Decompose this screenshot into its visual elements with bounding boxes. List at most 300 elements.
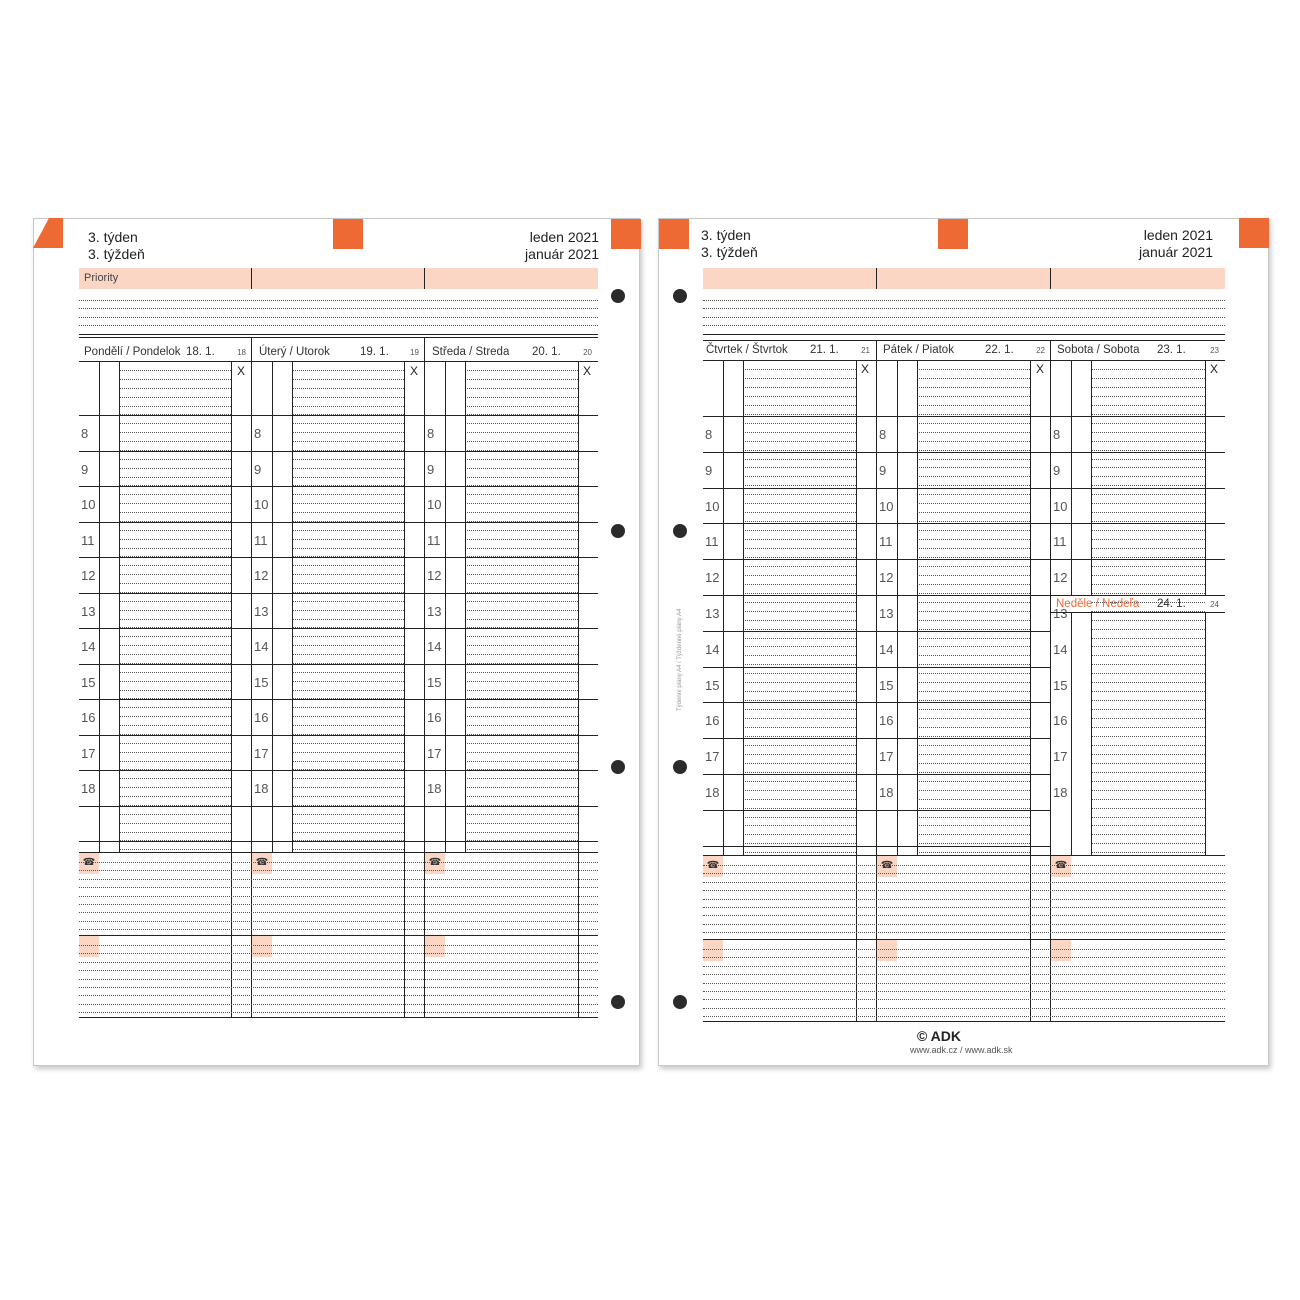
grid-rule — [79, 1017, 598, 1018]
grid-rule — [703, 488, 876, 489]
writing-line — [79, 879, 598, 880]
writing-line — [119, 707, 231, 708]
grid-rule — [703, 360, 1225, 361]
phone-icon: ☎ — [706, 860, 720, 871]
day-number: 23 — [1210, 346, 1219, 355]
writing-line — [465, 796, 578, 797]
column-rule — [445, 361, 446, 852]
writing-line — [292, 485, 404, 486]
writing-line — [292, 645, 404, 646]
writing-line — [743, 646, 856, 647]
grid-rule — [703, 523, 876, 524]
hour-label: 16 — [81, 710, 96, 725]
writing-line — [119, 716, 231, 717]
column-rule — [465, 361, 466, 852]
grid-rule — [877, 667, 1050, 668]
writing-line — [703, 300, 1225, 301]
writing-line — [465, 432, 578, 433]
writing-line — [465, 832, 578, 833]
writing-line — [1091, 736, 1205, 737]
hour-label: 12 — [254, 568, 269, 583]
writing-line — [743, 709, 856, 710]
phone-icon: ☎ — [428, 857, 442, 868]
writing-line — [292, 601, 404, 602]
hour-label: 16 — [427, 710, 442, 725]
column-rule — [1205, 360, 1206, 595]
hour-label: 9 — [427, 461, 435, 477]
done-mark: X — [236, 364, 245, 378]
writing-line — [292, 823, 404, 824]
writing-line — [1091, 521, 1205, 522]
grid-rule — [877, 738, 1050, 739]
writing-line — [703, 999, 1225, 1000]
writing-line — [119, 849, 231, 850]
writing-line — [292, 539, 404, 540]
writing-line — [1091, 852, 1205, 853]
writing-line — [917, 566, 1030, 567]
hour-label: 9 — [705, 462, 713, 478]
column-rule — [578, 361, 579, 1017]
writing-line — [465, 823, 578, 824]
writing-line — [119, 601, 231, 602]
writing-line — [1091, 799, 1205, 800]
writing-line — [292, 397, 404, 398]
writing-line — [119, 539, 231, 540]
writing-line — [465, 707, 578, 708]
day-date: 23. 1. — [1157, 344, 1186, 356]
writing-line — [465, 556, 578, 557]
grid-rule — [877, 452, 1050, 453]
color-tab — [659, 219, 689, 249]
grid-rule — [703, 702, 876, 703]
writing-line — [743, 682, 856, 683]
writing-line — [703, 1016, 1225, 1017]
grid-rule — [1051, 612, 1225, 613]
done-mark: X — [1035, 362, 1044, 376]
day-number: 21 — [861, 346, 870, 355]
hour-label: 14 — [1053, 641, 1068, 657]
hour-label: 16 — [705, 713, 720, 729]
left-planner-page — [33, 218, 640, 1066]
column-rule — [424, 268, 425, 289]
writing-line — [917, 369, 1030, 370]
writing-line — [743, 378, 856, 379]
grid-rule — [877, 595, 1050, 596]
writing-line — [917, 521, 1030, 522]
writing-line — [1091, 682, 1205, 683]
writing-line — [119, 423, 231, 424]
writing-line — [743, 745, 856, 746]
hour-label: 8 — [705, 427, 713, 442]
phone-icon: ☎ — [82, 857, 96, 868]
hour-label: 10 — [81, 497, 96, 512]
day-name: Pátek / Piatok — [883, 344, 954, 356]
grid-rule — [79, 361, 598, 362]
grid-rule — [1051, 559, 1225, 560]
hour-label: 17 — [1053, 749, 1068, 765]
writing-line — [465, 379, 578, 380]
writing-line — [743, 620, 856, 621]
writing-line — [743, 423, 856, 424]
hour-label: 18 — [705, 785, 720, 800]
hour-label: 8 — [1053, 427, 1061, 442]
grid-rule — [703, 340, 1225, 341]
binder-hole — [611, 524, 625, 538]
writing-line — [743, 467, 856, 468]
writing-line — [917, 718, 1030, 719]
writing-line — [465, 814, 578, 815]
writing-line — [1091, 808, 1205, 809]
writing-line — [703, 325, 1225, 326]
writing-line — [917, 682, 1030, 683]
writing-line — [917, 736, 1030, 737]
writing-line — [1091, 593, 1205, 594]
hour-label: 15 — [879, 677, 894, 693]
writing-line — [292, 574, 404, 575]
hour-label: 11 — [705, 534, 719, 550]
grid-rule — [1051, 523, 1225, 524]
writing-line — [1091, 790, 1205, 791]
writing-line — [292, 716, 404, 717]
hour-label: 12 — [427, 568, 442, 583]
writing-line — [119, 814, 231, 815]
writing-line — [743, 396, 856, 397]
hour-label: 18 — [254, 781, 269, 796]
writing-line — [465, 530, 578, 531]
writing-line — [79, 1012, 598, 1013]
writing-line — [703, 890, 1225, 891]
writing-line — [917, 387, 1030, 388]
writing-line — [292, 530, 404, 531]
writing-line — [292, 663, 404, 664]
product-side-text: Týdenní plány A4 / Týždenné plány A4 — [677, 608, 683, 711]
hour-label: 16 — [879, 713, 894, 729]
writing-line — [917, 620, 1030, 621]
hour-label: 14 — [254, 639, 269, 654]
grid-rule — [79, 337, 598, 338]
grid-rule — [703, 595, 876, 596]
writing-line — [292, 627, 404, 628]
writing-line — [119, 725, 231, 726]
writing-line — [292, 654, 404, 655]
writing-line — [465, 388, 578, 389]
writing-line — [743, 521, 856, 522]
grid-rule — [877, 559, 1050, 560]
writing-line — [292, 778, 404, 779]
binder-hole — [673, 524, 687, 538]
writing-line — [79, 912, 598, 913]
day-number: 18 — [237, 348, 246, 357]
writing-line — [79, 995, 598, 996]
writing-line — [465, 725, 578, 726]
grid-rule — [703, 416, 876, 417]
writing-line — [743, 825, 856, 826]
grid-rule — [703, 1021, 1225, 1022]
writing-line — [292, 556, 404, 557]
hour-label: 15 — [427, 674, 442, 690]
writing-line — [119, 406, 231, 407]
writing-line — [79, 929, 598, 930]
writing-line — [917, 593, 1030, 594]
writing-line — [119, 832, 231, 833]
writing-line — [917, 476, 1030, 477]
writing-line — [292, 468, 404, 469]
writing-line — [465, 761, 578, 762]
writing-line — [743, 369, 856, 370]
writing-line — [1091, 405, 1205, 406]
writing-line — [743, 566, 856, 567]
writing-line — [465, 397, 578, 398]
hour-label: 12 — [1053, 570, 1068, 586]
writing-line — [743, 843, 856, 844]
writing-line — [1091, 459, 1205, 460]
writing-line — [1091, 539, 1205, 540]
writing-line — [1091, 396, 1205, 397]
writing-line — [292, 761, 404, 762]
writing-line — [292, 698, 404, 699]
writing-line — [703, 873, 1225, 874]
grid-rule — [877, 416, 1050, 417]
writing-line — [119, 432, 231, 433]
writing-line — [465, 450, 578, 451]
writing-line — [292, 743, 404, 744]
writing-line — [917, 485, 1030, 486]
writing-line — [1091, 530, 1205, 531]
writing-line — [465, 610, 578, 611]
writing-line — [917, 584, 1030, 585]
writing-line — [703, 907, 1225, 908]
color-tab — [333, 219, 363, 249]
writing-line — [465, 468, 578, 469]
writing-line — [703, 308, 1225, 309]
writing-line — [703, 949, 1225, 950]
writing-line — [465, 406, 578, 407]
writing-line — [743, 459, 856, 460]
writing-line — [119, 663, 231, 664]
writing-line — [119, 379, 231, 380]
writing-line — [465, 663, 578, 664]
writing-line — [917, 754, 1030, 755]
grid-rule — [79, 935, 598, 936]
hour-label: 11 — [1053, 534, 1067, 550]
writing-line — [465, 414, 578, 415]
grid-rule — [877, 631, 1050, 632]
corner-tab-decoration — [33, 218, 63, 248]
hour-label: 14 — [81, 639, 96, 654]
done-mark: X — [1209, 362, 1218, 376]
week-title-cz: 3. týden — [88, 229, 138, 245]
column-rule — [231, 361, 232, 1017]
day-number: 22 — [1036, 346, 1045, 355]
grid-rule — [703, 334, 1225, 335]
writing-line — [743, 727, 856, 728]
hour-label: 13 — [81, 603, 96, 619]
hour-label: 8 — [254, 426, 262, 441]
day-date: 18. 1. — [186, 346, 215, 358]
writing-line — [917, 414, 1030, 415]
writing-line — [743, 611, 856, 612]
writing-line — [465, 601, 578, 602]
column-rule — [1071, 612, 1072, 855]
hour-label: 14 — [705, 641, 720, 657]
color-tab — [938, 219, 968, 249]
writing-line — [465, 690, 578, 691]
column-rule — [251, 268, 252, 289]
writing-line — [119, 698, 231, 699]
writing-line — [703, 899, 1225, 900]
writing-line — [917, 709, 1030, 710]
writing-line — [465, 698, 578, 699]
writing-line — [1091, 378, 1205, 379]
grid-rule — [1051, 452, 1225, 453]
writing-line — [703, 1008, 1225, 1009]
writing-line — [79, 979, 598, 980]
writing-line — [465, 672, 578, 673]
writing-line — [465, 539, 578, 540]
column-rule — [917, 360, 918, 855]
writing-line — [703, 882, 1225, 883]
writing-line — [465, 441, 578, 442]
writing-line — [1091, 817, 1205, 818]
writing-line — [119, 441, 231, 442]
column-rule — [424, 337, 425, 1017]
writing-line — [917, 825, 1030, 826]
writing-line — [743, 405, 856, 406]
writing-line — [119, 521, 231, 522]
writing-line — [917, 378, 1030, 379]
writing-line — [79, 953, 598, 954]
writing-line — [917, 655, 1030, 656]
writing-line — [743, 512, 856, 513]
writing-line — [465, 565, 578, 566]
grid-rule — [703, 939, 1225, 940]
writing-line — [1091, 700, 1205, 701]
grid-rule — [703, 631, 876, 632]
writing-line — [743, 834, 856, 835]
writing-line — [917, 557, 1030, 558]
writing-line — [1091, 432, 1205, 433]
hour-label: 12 — [81, 568, 96, 583]
writing-line — [119, 397, 231, 398]
grid-rule — [877, 846, 1050, 847]
hour-label: 11 — [427, 532, 441, 548]
writing-line — [743, 530, 856, 531]
writing-line — [917, 808, 1030, 809]
column-rule — [1030, 360, 1031, 1021]
writing-line — [917, 441, 1030, 442]
writing-line — [292, 494, 404, 495]
hour-label: 15 — [1053, 677, 1068, 693]
writing-line — [119, 778, 231, 779]
writing-line — [292, 636, 404, 637]
writing-line — [292, 832, 404, 833]
writing-line — [119, 636, 231, 637]
day-date: 22. 1. — [985, 344, 1014, 356]
writing-line — [1091, 494, 1205, 495]
writing-line — [292, 672, 404, 673]
writing-line — [465, 654, 578, 655]
writing-line — [917, 834, 1030, 835]
hour-label: 13 — [879, 606, 894, 621]
writing-line — [743, 494, 856, 495]
grid-rule — [703, 559, 876, 560]
writing-line — [1091, 423, 1205, 424]
writing-line — [119, 592, 231, 593]
column-rule — [897, 360, 898, 855]
day-date: 20. 1. — [532, 346, 561, 358]
writing-line — [292, 379, 404, 380]
month-title-sk: január 2021 — [1139, 244, 1213, 260]
writing-line — [743, 584, 856, 585]
writing-line — [119, 619, 231, 620]
hour-label: 17 — [705, 749, 720, 765]
writing-line — [917, 432, 1030, 433]
writing-line — [465, 459, 578, 460]
writing-line — [119, 769, 231, 770]
hour-label: 14 — [427, 639, 442, 654]
writing-line — [465, 548, 578, 549]
writing-line — [917, 843, 1030, 844]
column-rule — [404, 361, 405, 1017]
grid-rule — [703, 738, 876, 739]
writing-line — [743, 781, 856, 782]
grid-rule — [1051, 416, 1225, 417]
writing-line — [292, 849, 404, 850]
writing-line — [292, 565, 404, 566]
hour-label: 14 — [879, 641, 894, 657]
hour-label: 11 — [254, 532, 268, 548]
writing-line — [917, 799, 1030, 800]
writing-line — [703, 932, 1225, 933]
writing-line — [292, 814, 404, 815]
writing-line — [743, 852, 856, 853]
writing-line — [79, 945, 598, 946]
writing-line — [743, 548, 856, 549]
writing-line — [119, 645, 231, 646]
day-name: Úterý / Utorok — [259, 346, 330, 358]
writing-line — [79, 325, 598, 326]
writing-line — [292, 610, 404, 611]
writing-line — [292, 752, 404, 753]
writing-line — [743, 414, 856, 415]
grid-rule — [79, 852, 598, 853]
writing-line — [743, 602, 856, 603]
writing-line — [119, 503, 231, 504]
writing-line — [743, 817, 856, 818]
writing-line — [917, 602, 1030, 603]
writing-line — [917, 450, 1030, 451]
week-title-cz: 3. týden — [701, 227, 751, 243]
writing-line — [465, 716, 578, 717]
writing-line — [917, 512, 1030, 513]
column-rule — [119, 361, 120, 852]
done-mark: X — [860, 362, 869, 376]
day-name: Sobota / Sobota — [1057, 344, 1140, 356]
writing-line — [917, 763, 1030, 764]
writing-line — [465, 485, 578, 486]
hour-label: 15 — [254, 674, 269, 690]
writing-line — [292, 840, 404, 841]
writing-line — [703, 924, 1225, 925]
writing-line — [1091, 646, 1205, 647]
column-rule — [856, 360, 857, 1021]
writing-line — [465, 840, 578, 841]
grid-rule — [703, 855, 1225, 856]
writing-line — [917, 817, 1030, 818]
hour-label: 15 — [705, 677, 720, 693]
writing-line — [292, 787, 404, 788]
day-number: 19 — [410, 348, 419, 357]
